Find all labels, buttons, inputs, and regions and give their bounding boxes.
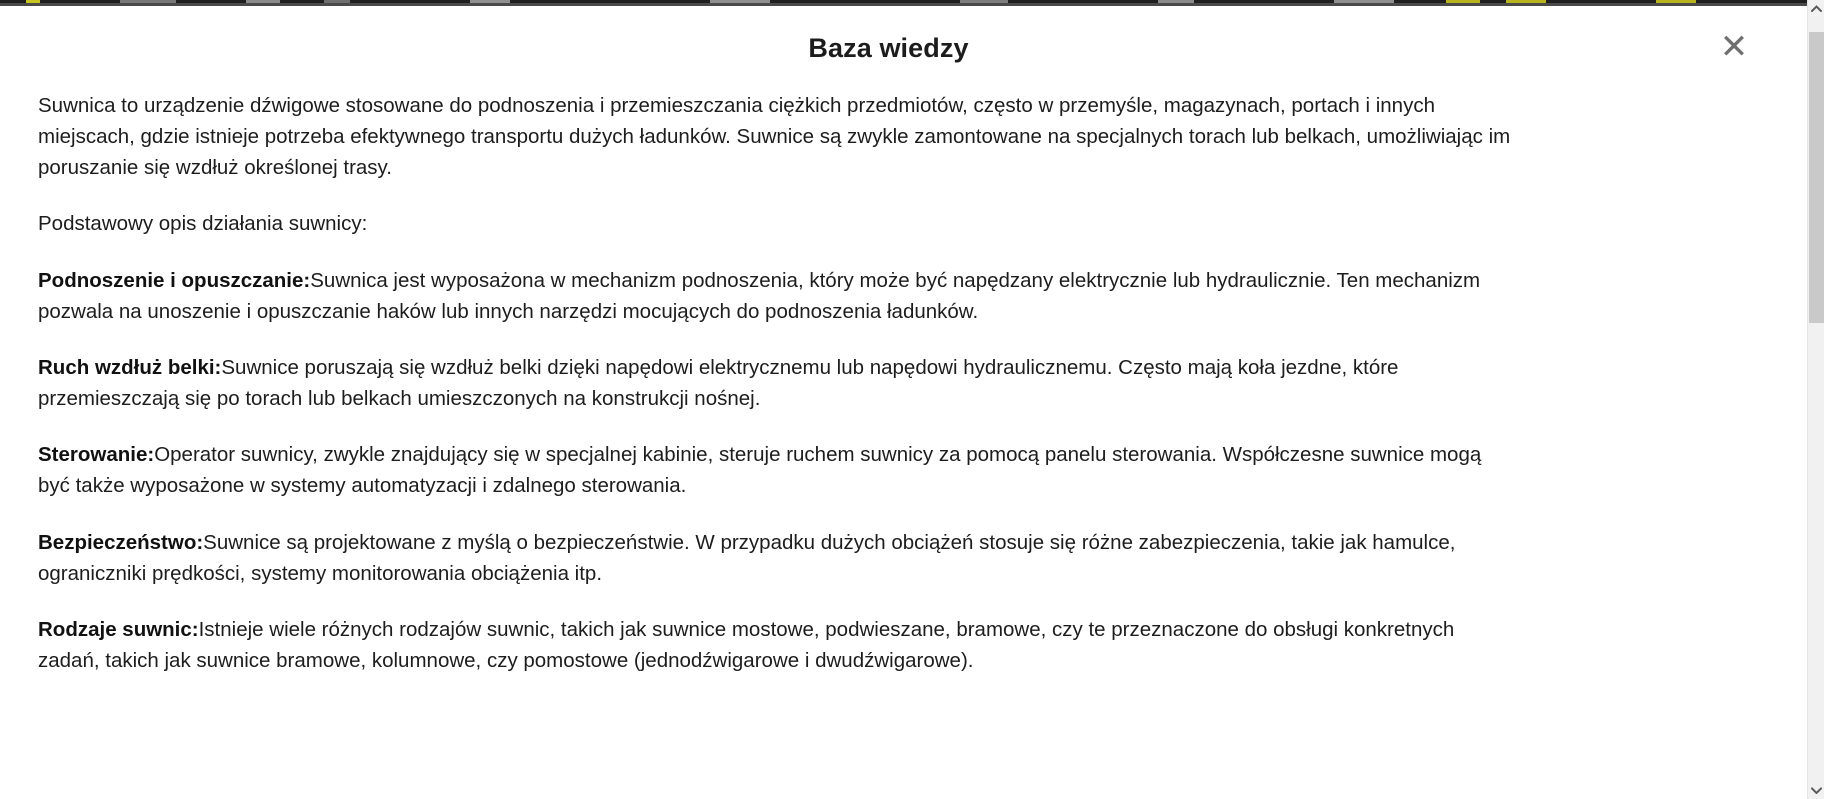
- paragraph-text: Suwnice są projektowane z myślą o bezpieczeństwie. W przypadku dużych obciążeń stosuje się różne zabezpieczenia, takie jak hamulce, ograniczniki prędkości, systemy monitorowania obciążenia itp.: [38, 530, 1456, 585]
- vertical-scrollbar[interactable]: [1807, 0, 1824, 799]
- paragraph-lead: Rodzaje suwnic:: [38, 617, 199, 641]
- paragraph-lead: Bezpieczeństwo:: [38, 530, 204, 554]
- page-title: Baza wiedzy: [808, 33, 969, 63]
- paragraph-text: Suwnica to urządzenie dźwigowe stosowane do podnoszenia i przemieszczania ciężkich przedmiotów, często w przemyśle, magazynach, portach i innych miejscach, gdzie istnieje potrzeba efektywnego transportu dużych ładunków. Suwnice są zwykle zamontowane na specjalnych torach lub belkach, umożliwiając im poruszanie się wzdłuż określonej trasy.: [38, 94, 1511, 180]
- chevron-down-icon[interactable]: [1808, 782, 1824, 799]
- paragraph-sterowanie: [38, 439, 1518, 501]
- close-icon[interactable]: ✕: [1719, 27, 1749, 67]
- modal-header: [0, 6, 1807, 90]
- modal-body: [0, 90, 1807, 676]
- scrollbar-thumb[interactable]: [1809, 32, 1824, 323]
- paragraph-lead: Sterowanie:: [38, 443, 155, 467]
- paragraph-text: Suwnice poruszają się wzdłuż belki dzięki napędowi elektrycznemu lub napędowi hydraulicznemu. Często mają koła jezdne, które przemieszczają się po torach lub belkach umieszczonych na konstrukcji nośnej.: [38, 355, 1399, 411]
- paragraph-lead: Ruch wzdłuż belki:: [38, 355, 222, 379]
- paragraph-podnoszenie: [38, 265, 1518, 327]
- knowledge-base-modal: [0, 3, 1807, 799]
- paragraph-intro: [38, 90, 1518, 183]
- paragraph-text: Suwnica jest wyposażona w mechanizm podnoszenia, który może być napędzany elektrycznie lub hydraulicznie. Ten mechanizm pozwala na unoszenie i opuszczanie haków lub innych narzędzi mocujących do podnoszenia ładunków.: [38, 268, 1481, 323]
- paragraph-text: Operator suwnicy, zwykle znajdujący się w specjalnej kabinie, steruje ruchem suwnicy za pomocą panelu sterowania. Współczesne suwnice mogą być także wyposażone w systemy automatyzacji i zdalnego sterowania.: [38, 443, 1482, 498]
- paragraph-lead: Podnoszenie i opuszczanie:: [38, 268, 311, 292]
- chevron-up-icon[interactable]: [1808, 0, 1824, 17]
- paragraph-bezpieczenstwo: [38, 527, 1518, 589]
- paragraph-text: Istnieje wiele różnych rodzajów suwnic, takich jak suwnice mostowe, podwieszane, bramowe, czy te przeznaczone do obsługi konkretnych zadań, takich jak suwnice bramowe, kolumnowe, czy pomostowe (jednodźwigarowe i dwudźwigarowe).: [38, 617, 1455, 673]
- paragraph-text: Podstawowy opis działania suwnicy:: [38, 212, 368, 236]
- paragraph-rodzaje-suwnic: [38, 614, 1518, 676]
- paragraph-subheading: [38, 208, 1518, 239]
- paragraph-ruch-wzdluz-belki: [38, 352, 1518, 414]
